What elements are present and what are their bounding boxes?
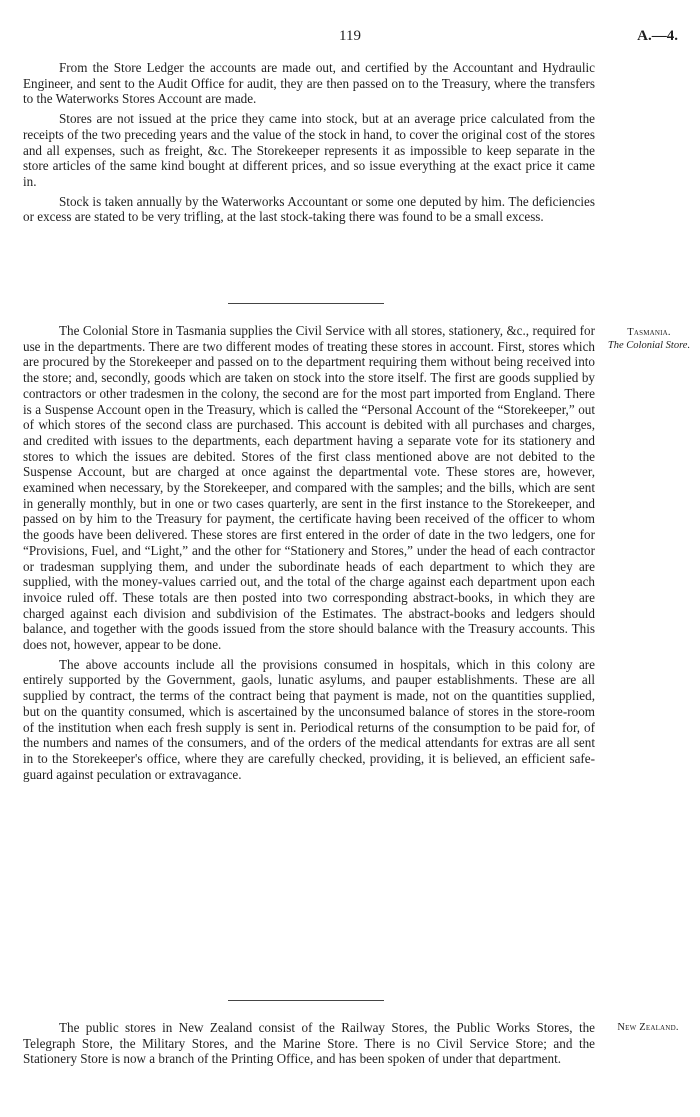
section-divider: [228, 1000, 384, 1001]
paragraph: The Colonial Store in Tasmania supplies the Civil Service with all stores, stationery, &c., required for use in the departments. There are two different modes of treating these stores in account. First, stores which are procured by the Storekeeper and passed on to the department requiring them without being received into the store; and, secondly, goods which are taken on stock into the store itself. The first are goods supplied by contractors or other tradesmen in the colony, the second are for the most part imported from England. There is a Suspense Account open in the Treasury, which is called the “Personal Account of the “Storekeeper,” out of which stores of the second class are purchased. This account is debited with all purchases and charges, and credited with issues to the departments, each department having a separate vote for its stationery and stores to which the issues are debited. Stores of the first class mentioned above are not debited to the Suspense Account, but are charged at once against the departmental vote. These stores are, however, examined when necessary, by the Storekeeper, and compared with the samples; and the bills, which are sent in generally monthly, but in one or two cases quarterly, are sent in the first instance to the Storekeeper, and passed on by him to the Treasury for payment, the certificate having been received of the officer to whom the goods have been delivered. These stores are first entered in the order of date in the two ledgers, one for “Provisions, Fuel, and “Light,” and the other for “Stationery and Stores,” under the head of each contractor or tradesman supplying them, and under the subordinate heads of each department to which they are supplied, with the money-values carried out, and the total of the charge against each department upon each invoice ruled off. These totals are then posted into two corresponding abstract-books, in which they are charged against each division and subdivision of the Estimates. The abstract-books and ledgers should balance, and together with the goods issued from the store should balance with the Treasury accounts. This does not, however, appear to be done.: [23, 323, 595, 653]
section-divider: [228, 303, 384, 304]
paragraph: The public stores in New Zealand consist of the Railway Stores, the Public Works Stores, the Telegraph Store, the Military Stores, and the Marine Store. There is no Civil Service Store; and the Stationery Store is now a branch of the Printing Office, and has been spoken of under that department.: [23, 1020, 595, 1067]
section-store-ledger: [23, 60, 595, 229]
document-reference: A.—4.: [637, 28, 678, 44]
paragraph: Stock is taken annually by the Waterworks Accountant or some one deputed by him. The deficiencies or excess are stated to be very trifling, at the last stock-taking there was found to be a small excess.: [23, 193, 595, 225]
margin-title: Tasmania.: [627, 327, 671, 338]
section-new-zealand: [23, 1020, 595, 1071]
margin-note-new-zealand: [596, 1022, 700, 1035]
section-tasmania: [23, 323, 595, 786]
page-header: [0, 28, 700, 50]
page-number: 119: [339, 28, 361, 44]
margin-title: New Zealand.: [617, 1022, 679, 1033]
paragraph: The above accounts include all the provisions consumed in hospitals, which in this colony are entirely supported by the Government, gaols, lunatic asylums, and pauper establishments. These are all supplied by contract, the terms of the contract being that payment is made, not on the quantities supplied, but on the quantity consumed, which is ascertained by the unconsumed balance of stores in the store-room of the institution when each fresh supply is sent in. Periodical returns of the consumption to be paid for, of the numbers and names of the consumers, and of the orders of the medical attendants for extras are all sent in to the Storekeeper's office, where they are carefully checked, providing, it is believed, an efficient safe-guard against peculation or extravagance.: [23, 656, 595, 782]
paragraph: From the Store Ledger the accounts are made out, and certified by the Accountant and Hydraulic Engineer, and sent to the Audit Office for audit, they are then passed on to the Treasury, where the transfers to the Waterworks Stores Account are made.: [23, 60, 595, 107]
margin-note-tasmania: [603, 327, 695, 352]
margin-subtitle: The Colonial Store.: [607, 339, 691, 351]
paragraph: Stores are not issued at the price they came into stock, but at an average price calculated from the receipts of the two preceding years and the value of the stock in hand, to cover the original cost of the stores and all expenses, such as freight, &c. The Storekeeper represents it as impossible to keep separate in the store articles of the same kind bought at different prices, and so issue everything at the exact price it came in.: [23, 111, 595, 189]
